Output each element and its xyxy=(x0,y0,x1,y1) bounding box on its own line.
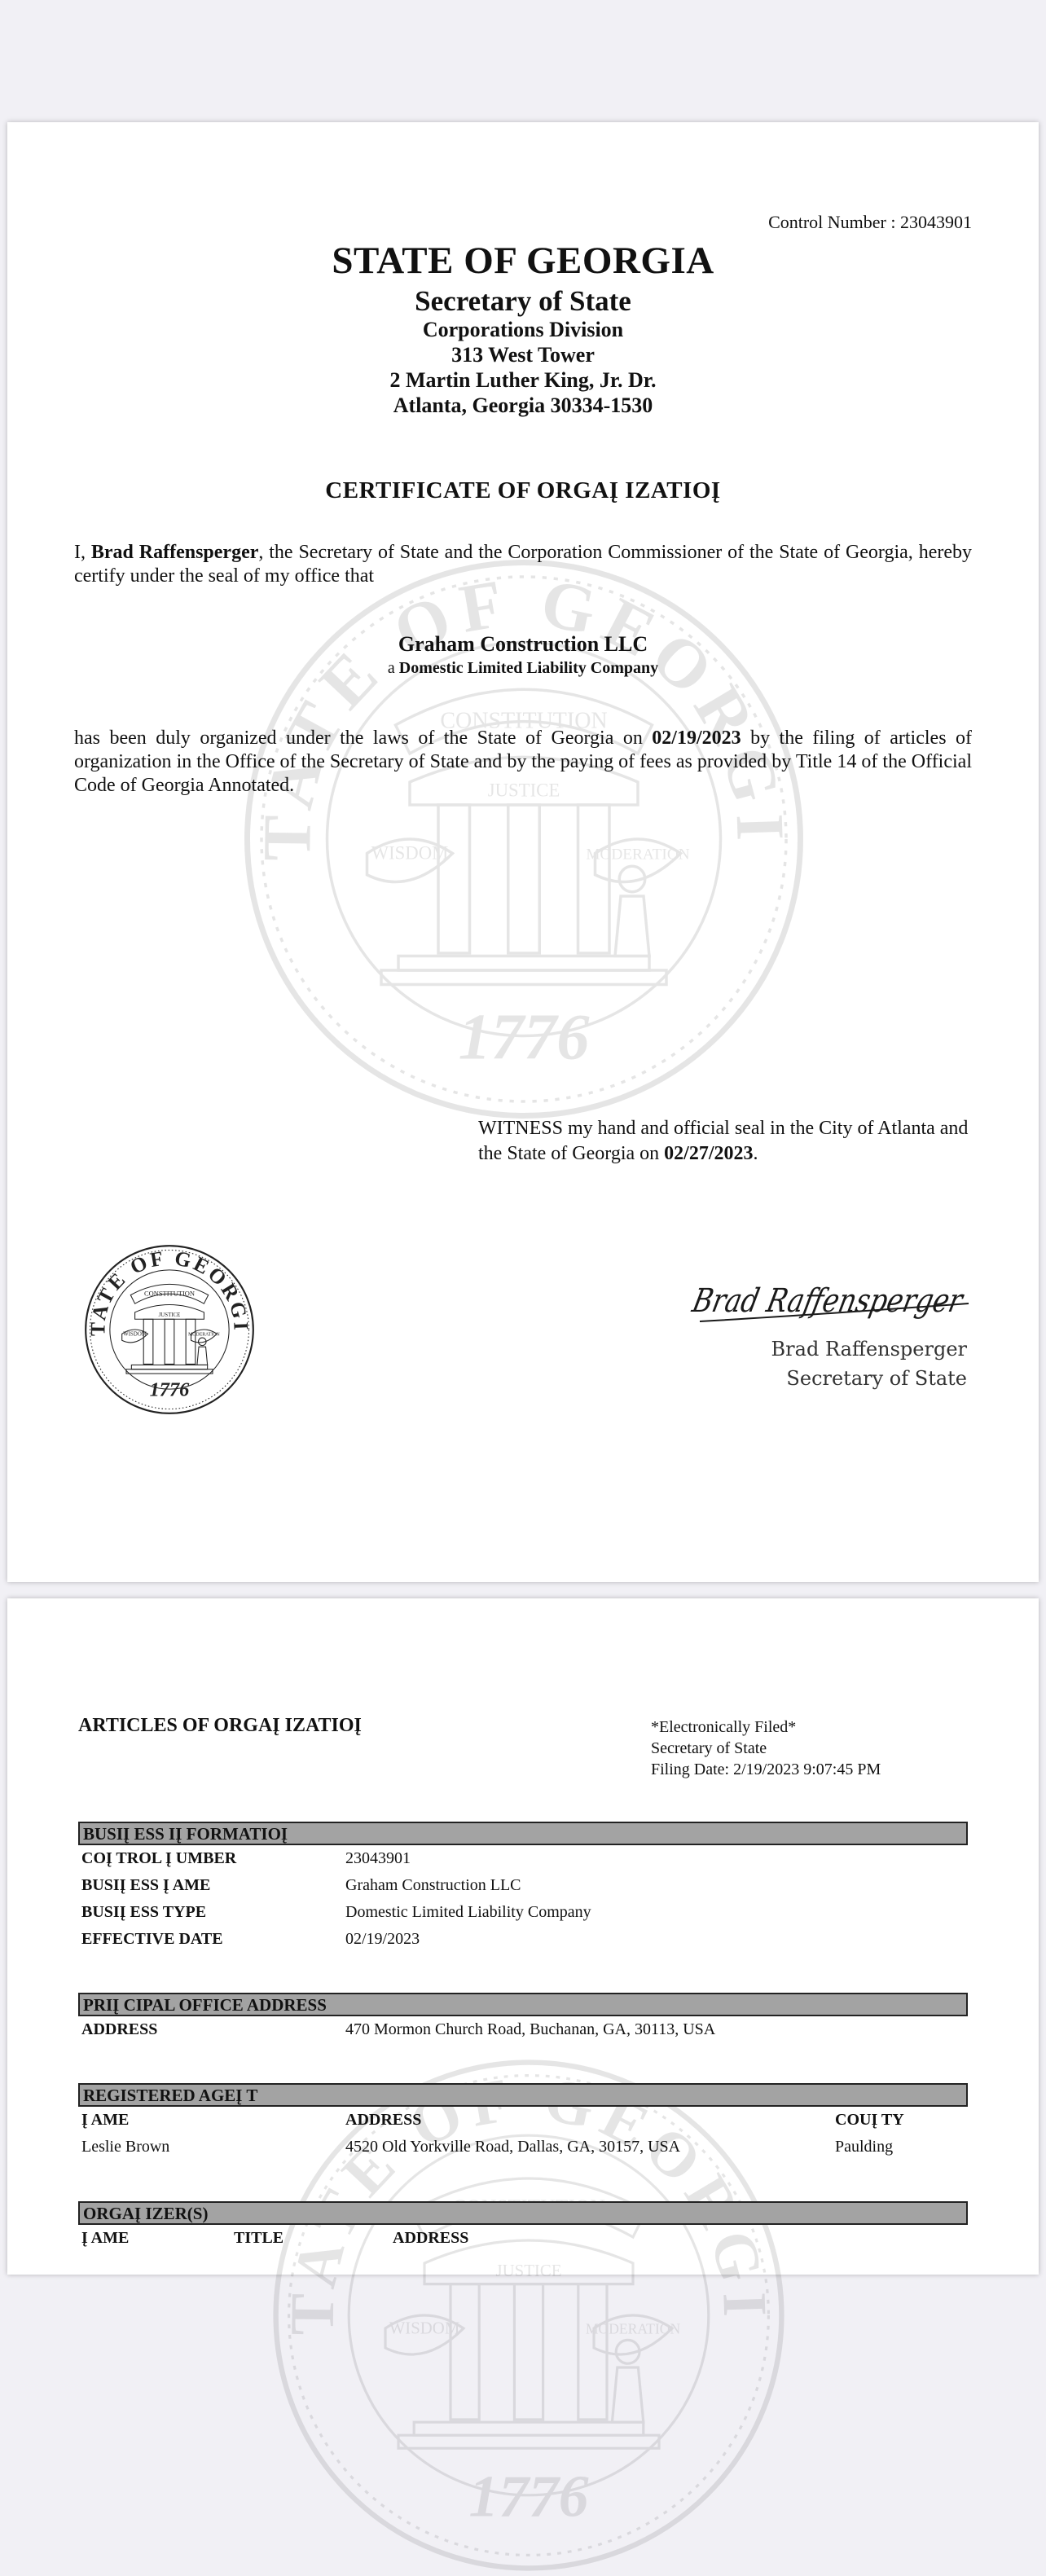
signature-script: Brad Raffensperger xyxy=(688,1281,1024,1320)
agent-address: 4520 Old Yorkville Road, Dallas, GA, 30157, USA xyxy=(345,2138,681,2156)
witness-paragraph xyxy=(478,1116,975,1167)
table-row xyxy=(78,1926,968,1953)
signer-name: Brad Raffensperger xyxy=(771,1338,967,1361)
control-number-value: 23043901 xyxy=(345,1849,411,1867)
agent-name-col: Į AME xyxy=(81,2111,130,2129)
articles-title: ARTICLES OF ORGAĮ IZATIOĮ xyxy=(78,1715,362,1736)
filed-line-1: *Electronically Filed* xyxy=(651,1718,797,1736)
company-name: Graham Construction LLC xyxy=(398,632,648,656)
organized-date: 02/19/2023 xyxy=(652,728,741,749)
tower-line: 313 West Tower xyxy=(451,343,595,367)
principal-office-header: PRIĮ CIPAL OFFICE ADDRESS xyxy=(78,1993,968,2016)
articles-page xyxy=(7,1598,1039,2275)
registered-agent-section xyxy=(78,2083,968,2161)
organizer-title-col: TITLE xyxy=(234,2229,284,2247)
certificate-page xyxy=(7,122,1039,1582)
effective-date-label: EFFECTIVE DATE xyxy=(81,1930,223,1948)
witness-pre: WITNESS my hand and official seal in the City of Atlanta and the State of Georgia on xyxy=(478,1118,969,1164)
secretary-heading: Secretary of State xyxy=(415,285,631,317)
intro-name: Brad Raffensperger xyxy=(90,542,259,563)
agent-address-col: ADDRESS xyxy=(345,2111,422,2129)
certificate-title: CERTIFICATE OF ORGAĮ IZATIOĮ xyxy=(325,477,721,503)
witness-post: . xyxy=(753,1143,758,1164)
division-line: Corporations Division xyxy=(422,318,624,341)
intro-pre: I, xyxy=(74,542,91,563)
table-row xyxy=(78,1899,968,1926)
business-name-label: BUSIĮ ESS Į AME xyxy=(81,1876,211,1894)
control-number: Control Number : 23043901 xyxy=(768,212,972,232)
organizers-header: ORGAĮ IZER(S) xyxy=(78,2201,968,2225)
business-information-section xyxy=(78,1822,968,1953)
signature xyxy=(683,1269,1024,1334)
table-header-row xyxy=(78,2225,968,2252)
table-row xyxy=(78,2134,968,2161)
state-heading: STATE OF GEORGIA xyxy=(332,240,714,282)
witness-date: 02/27/2023 xyxy=(664,1143,754,1164)
company-type-article: a xyxy=(387,659,395,677)
filed-line-2: Secretary of State xyxy=(651,1739,767,1757)
body-pre: has been duly organized under the laws of the State of Georgia on xyxy=(74,728,653,749)
table-row xyxy=(78,2016,968,2043)
agent-county: Paulding xyxy=(835,2138,894,2156)
principal-address-label: ADDRESS xyxy=(81,2020,158,2038)
effective-date-value: 02/19/2023 xyxy=(345,1930,420,1948)
organizer-address-col: ADDRESS xyxy=(393,2229,469,2247)
business-information-header: BUSIĮ ESS IĮ FORMATIOĮ xyxy=(78,1822,968,1845)
agent-name: Leslie Brown xyxy=(81,2138,170,2156)
table-header-row xyxy=(78,2107,968,2134)
business-type-value: Domestic Limited Liability Company xyxy=(345,1903,591,1921)
business-name-value: Graham Construction LLC xyxy=(345,1876,521,1894)
business-type-label: BUSIĮ ESS TYPE xyxy=(81,1903,207,1921)
principal-address-value: 470 Mormon Church Road, Buchanan, GA, 30113, USA xyxy=(345,2020,716,2038)
intro-paragraph xyxy=(74,541,972,588)
table-row xyxy=(78,1845,968,1872)
city-line: Atlanta, Georgia 30334-1530 xyxy=(393,393,653,417)
signer-title: Secretary of State xyxy=(786,1367,967,1390)
organizer-name-col: Į AME xyxy=(81,2229,130,2247)
table-row xyxy=(78,1872,968,1899)
filing-date: Filing Date: 2/19/2023 9:07:45 PM xyxy=(651,1761,881,1778)
body-post: by the filing of articles of organization in the Office of the Secretary of State and by the paying of fees as provided by Title 14 of the Official Code of Georgia Annotated. xyxy=(74,728,972,796)
company-type-value: Domestic Limited Liability Company xyxy=(398,659,659,677)
control-number-label: COĮ TROL Į UMBER xyxy=(81,1849,237,1867)
agent-county-col: COUĮ TY xyxy=(835,2111,904,2129)
registered-agent-header: REGISTERED AGEĮ T xyxy=(78,2083,968,2107)
principal-office-section xyxy=(78,1993,968,2043)
body-paragraph xyxy=(74,727,972,798)
company-type xyxy=(7,659,1039,678)
street-line: 2 Martin Luther King, Jr. Dr. xyxy=(389,368,657,392)
state-seal xyxy=(83,1243,256,1416)
organizers-section xyxy=(78,2201,968,2252)
intro-post: , the Secretary of State and the Corporation Commissioner of the State of Georgia, hereby certify under the seal of my office that xyxy=(74,542,972,587)
